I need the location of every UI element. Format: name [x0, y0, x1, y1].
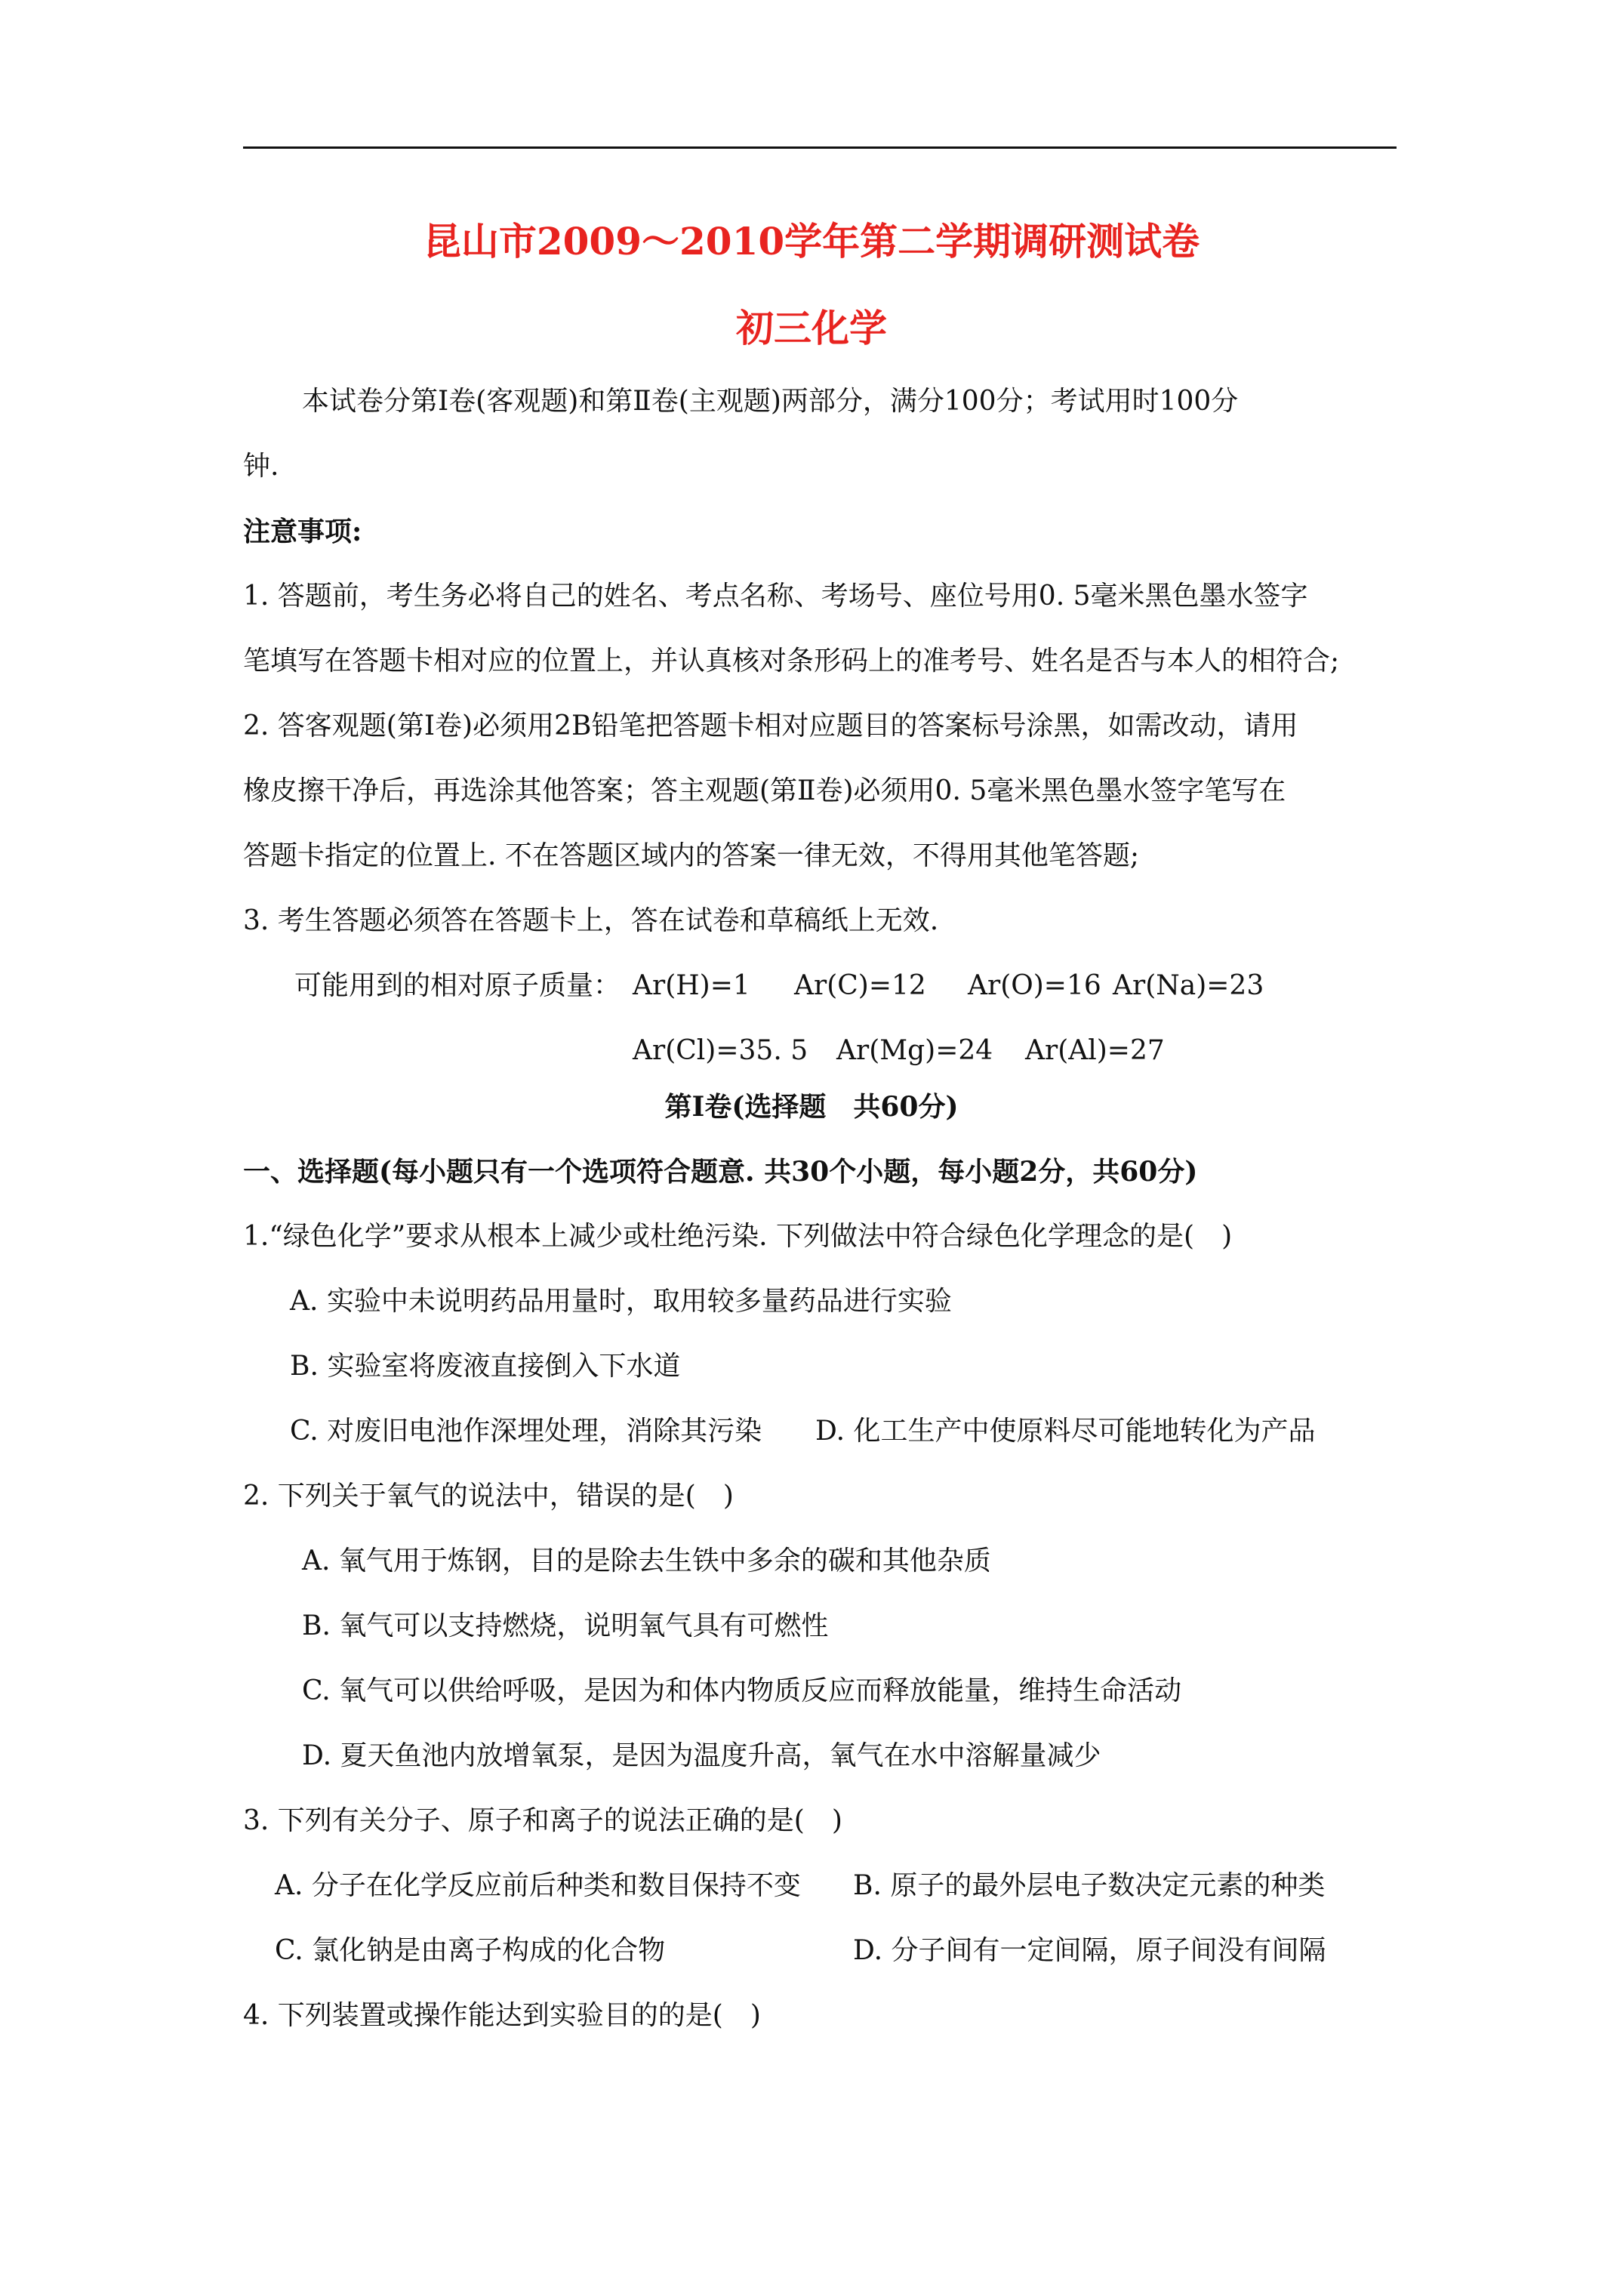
atomic-mass-h: Ar(H)=1 — [633, 970, 750, 1001]
header-rule — [243, 146, 1397, 149]
intro-line-2: 钟. — [243, 451, 279, 482]
note-1-line-1: 1. 答题前，考生务必将自己的姓名、考点名称、考场号、座位号用0. 5毫米黑色墨水签字 — [243, 581, 1308, 612]
atomic-mass-o: Ar(O)=16 — [968, 970, 1101, 1001]
question-3-stem: 3. 下列有关分子、原子和离子的说法正确的是( ) — [243, 1805, 842, 1836]
notes-heading: 注意事项: — [243, 516, 362, 547]
question-3-option-d: D. 分子间有一定间隔，原子间没有间隔 — [853, 1935, 1326, 1966]
question-2-option-d: D. 夏天鱼池内放增氧泵，是因为温度升高，氧气在水中溶解量减少 — [302, 1740, 1101, 1771]
question-2-option-c: C. 氧气可以供给呼吸，是因为和体内物质反应而释放能量，维持生命活动 — [302, 1675, 1182, 1706]
question-2-option-b: B. 氧气可以支持燃烧，说明氧气具有可燃性 — [302, 1610, 829, 1641]
question-2-stem: 2. 下列关于氧气的说法中，错误的是( ) — [243, 1481, 734, 1512]
atomic-mass-c: Ar(C)=12 — [794, 970, 926, 1001]
question-1-option-c: C. 对废旧电池作深埋处理，消除其污染 — [290, 1416, 762, 1447]
section-1-heading: 第Ⅰ卷(选择题 共60分) — [664, 1091, 959, 1123]
atomic-mass-cl: Ar(Cl)=35. 5 — [633, 1035, 808, 1066]
atomic-mass-al: Ar(Al)=27 — [1025, 1035, 1165, 1066]
note-2-line-2: 橡皮擦干净后，再选涂其他答案；答主观题(第Ⅱ卷)必须用0. 5毫米黑色墨水签字笔写在 — [243, 775, 1286, 806]
note-3: 3. 考生答题必须答在答题卡上，答在试卷和草稿纸上无效. — [243, 905, 939, 936]
section-1-instructions: 一、选择题(每小题只有一个选项符合题意. 共30个小题，每小题2分，共60分) — [243, 1156, 1198, 1188]
question-1-option-b: B. 实验室将废液直接倒入下水道 — [290, 1351, 681, 1382]
note-2-line-1: 2. 答客观题(第Ⅰ卷)必须用2B铅笔把答题卡相对应题目的答案标号涂黑，如需改动，请用 — [243, 710, 1298, 741]
atomic-mass-label: 可能用到的相对原子质量： — [294, 970, 621, 1001]
exam-title: 昆山市2009～2010学年第二学期调研测试卷 — [423, 219, 1200, 264]
atomic-mass-na: Ar(Na)=23 — [1113, 970, 1264, 1001]
question-4-stem: 4. 下列装置或操作能达到实验目的的是( ) — [243, 2000, 761, 2031]
question-3-option-c: C. 氯化钠是由离子构成的化合物 — [275, 1935, 666, 1966]
atomic-mass-mg: Ar(Mg)=24 — [836, 1035, 993, 1066]
intro-line-1: 本试卷分第Ⅰ卷(客观题)和第Ⅱ卷(主观题)两部分，满分100分；考试用时100分 — [302, 386, 1239, 417]
note-1-line-2: 笔填写在答题卡相对应的位置上，并认真核对条形码上的准考号、姓名是否与本人的相符合; — [243, 646, 1340, 676]
question-1-option-d: D. 化工生产中使原料尽可能地转化为产品 — [815, 1416, 1316, 1447]
question-3-option-b: B. 原子的最外层电子数决定元素的种类 — [853, 1870, 1326, 1901]
question-3-option-a: A. 分子在化学反应前后种类和数目保持不变 — [275, 1870, 801, 1901]
question-1-option-a: A. 实验中未说明药品用量时，取用较多量药品进行实验 — [290, 1286, 952, 1317]
question-1-stem: 1.“绿色化学”要求从根本上减少或杜绝污染. 下列做法中符合绿色化学理念的是( ) — [243, 1221, 1233, 1252]
exam-subtitle: 初三化学 — [736, 306, 887, 350]
question-2-option-a: A. 氧气用于炼钢，目的是除去生铁中多余的碳和其他杂质 — [302, 1546, 991, 1576]
note-2-line-3: 答题卡指定的位置上. 不在答题区域内的答案一律无效，不得用其他笔答题; — [243, 840, 1140, 871]
